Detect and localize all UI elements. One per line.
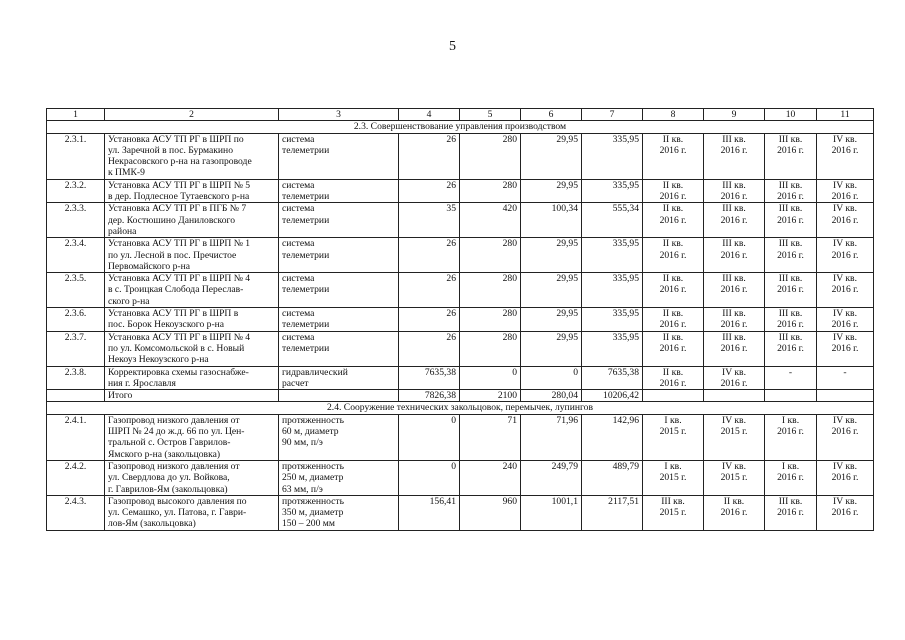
empty-cell bbox=[279, 390, 399, 402]
period-cell: II кв. 2016 г. bbox=[643, 273, 704, 308]
section-title-row bbox=[47, 121, 874, 133]
total-row bbox=[47, 390, 874, 402]
period-cell: III кв. 2016 г. bbox=[704, 203, 765, 238]
column-number: 2 bbox=[105, 109, 279, 121]
period-cell: II кв. 2016 г. bbox=[643, 331, 704, 366]
value-cell: 142,96 bbox=[582, 414, 643, 460]
value-cell: 0 bbox=[460, 366, 521, 390]
period-cell: - bbox=[765, 366, 817, 390]
value-cell: 1001,1 bbox=[521, 495, 582, 530]
value-cell: 420 bbox=[460, 203, 521, 238]
value-cell: 29,95 bbox=[521, 308, 582, 332]
period-cell: IV кв. 2016 г. bbox=[817, 273, 874, 308]
value-cell: 29,95 bbox=[521, 133, 582, 179]
empty-cell bbox=[47, 390, 105, 402]
value-cell: 280 bbox=[460, 273, 521, 308]
value-cell: 280 bbox=[460, 179, 521, 203]
empty-cell bbox=[643, 390, 704, 402]
row-number: 2.3.1. bbox=[47, 133, 105, 179]
row-type: протяженность 250 м, диаметр 63 мм, п/э bbox=[279, 460, 399, 495]
value-cell: 960 bbox=[460, 495, 521, 530]
column-number: 4 bbox=[399, 109, 460, 121]
value-cell: 156,41 bbox=[399, 495, 460, 530]
row-name: Установка АСУ ТП РГ в ШРП № 1 по ул. Лесной в пос. Пречистое Первомайского р-на bbox=[105, 238, 279, 273]
period-cell: II кв. 2016 г. bbox=[643, 133, 704, 179]
row-type: протяженность 60 м, диаметр 90 мм, п/э bbox=[279, 414, 399, 460]
value-cell: 7635,38 bbox=[582, 366, 643, 390]
section-title: 2.4. Сооружение технических закольцовок, перемычек, лупингов bbox=[47, 402, 874, 414]
table-row bbox=[47, 495, 874, 530]
row-name: Корректировка схемы газоснабже- ния г. Ярославля bbox=[105, 366, 279, 390]
column-number: 7 bbox=[582, 109, 643, 121]
period-cell: IV кв. 2016 г. bbox=[817, 133, 874, 179]
period-cell: IV кв. 2016 г. bbox=[817, 203, 874, 238]
table-row bbox=[47, 273, 874, 308]
value-cell: 489,79 bbox=[582, 460, 643, 495]
period-cell: II кв. 2016 г. bbox=[643, 308, 704, 332]
value-cell: 7635,38 bbox=[399, 366, 460, 390]
period-cell: IV кв. 2016 г. bbox=[817, 238, 874, 273]
value-cell: 335,95 bbox=[582, 133, 643, 179]
section-title: 2.3. Совершенствование управления производством bbox=[47, 121, 874, 133]
table-row bbox=[47, 133, 874, 179]
empty-cell bbox=[765, 390, 817, 402]
value-cell: 0 bbox=[399, 414, 460, 460]
value-cell: 555,34 bbox=[582, 203, 643, 238]
total-label: Итого bbox=[105, 390, 279, 402]
value-cell: 29,95 bbox=[521, 273, 582, 308]
period-cell: III кв. 2016 г. bbox=[704, 133, 765, 179]
period-cell: III кв. 2016 г. bbox=[765, 495, 817, 530]
total-value: 280,04 bbox=[521, 390, 582, 402]
total-value: 2100 bbox=[460, 390, 521, 402]
period-cell: III кв. 2016 г. bbox=[704, 331, 765, 366]
row-name: Газопровод низкого давления от ул. Свердлова до ул. Войкова, г. Гаврилов-Ям (закольцовка) bbox=[105, 460, 279, 495]
period-cell: IV кв. 2016 г. bbox=[817, 179, 874, 203]
period-cell: III кв. 2016 г. bbox=[704, 238, 765, 273]
row-number: 2.3.5. bbox=[47, 273, 105, 308]
value-cell: 0 bbox=[399, 460, 460, 495]
row-number: 2.4.2. bbox=[47, 460, 105, 495]
table-row bbox=[47, 331, 874, 366]
row-name: Установка АСУ ТП РГ в ШРП № 4 по ул. Комсомольской в с. Новый Некоуз Некоузского р-на bbox=[105, 331, 279, 366]
value-cell: 280 bbox=[460, 238, 521, 273]
value-cell: 335,95 bbox=[582, 273, 643, 308]
row-type: система телеметрии bbox=[279, 273, 399, 308]
period-cell: III кв. 2016 г. bbox=[765, 308, 817, 332]
empty-cell bbox=[817, 390, 874, 402]
row-number: 2.4.1. bbox=[47, 414, 105, 460]
row-number: 2.3.4. bbox=[47, 238, 105, 273]
row-type: система телеметрии bbox=[279, 308, 399, 332]
table-row bbox=[47, 308, 874, 332]
period-cell: I кв. 2016 г. bbox=[765, 460, 817, 495]
period-cell: III кв. 2016 г. bbox=[765, 331, 817, 366]
period-cell: I кв. 2016 г. bbox=[765, 414, 817, 460]
value-cell: 335,95 bbox=[582, 308, 643, 332]
value-cell: 335,95 bbox=[582, 179, 643, 203]
value-cell: 100,34 bbox=[521, 203, 582, 238]
section-title-row bbox=[47, 402, 874, 414]
row-name: Газопровод высокого давления по ул. Семашко, ул. Патова, г. Гаври- лов-Ям (закольцовка) bbox=[105, 495, 279, 530]
column-number: 9 bbox=[704, 109, 765, 121]
column-number: 5 bbox=[460, 109, 521, 121]
table-row bbox=[47, 366, 874, 390]
period-cell: II кв. 2016 г. bbox=[643, 366, 704, 390]
table-row bbox=[47, 460, 874, 495]
page-number: 5 bbox=[449, 39, 456, 54]
table-row bbox=[47, 414, 874, 460]
period-cell: IV кв. 2016 г. bbox=[817, 460, 874, 495]
column-number: 1 bbox=[47, 109, 105, 121]
value-cell: 29,95 bbox=[521, 179, 582, 203]
period-cell: III кв. 2016 г. bbox=[765, 273, 817, 308]
table-row bbox=[47, 179, 874, 203]
value-cell: 249,79 bbox=[521, 460, 582, 495]
period-cell: III кв. 2016 г. bbox=[704, 179, 765, 203]
value-cell: 280 bbox=[460, 331, 521, 366]
period-cell: - bbox=[817, 366, 874, 390]
value-cell: 71,96 bbox=[521, 414, 582, 460]
row-type: протяженность 350 м, диаметр 150 – 200 мм bbox=[279, 495, 399, 530]
period-cell: III кв. 2016 г. bbox=[765, 238, 817, 273]
row-number: 2.3.2. bbox=[47, 179, 105, 203]
value-cell: 26 bbox=[399, 179, 460, 203]
period-cell: III кв. 2015 г. bbox=[643, 495, 704, 530]
row-type: система телеметрии bbox=[279, 133, 399, 179]
row-number: 2.3.6. bbox=[47, 308, 105, 332]
column-number: 6 bbox=[521, 109, 582, 121]
period-cell: II кв. 2016 г. bbox=[643, 179, 704, 203]
value-cell: 335,95 bbox=[582, 331, 643, 366]
row-name: Газопровод низкого давления от ШРП № 24 до ж.д. 66 по ул. Цен- тральной с. Остров Гаврилов- Ямского р-на (закольцовка) bbox=[105, 414, 279, 460]
row-name: Установка АСУ ТП РГ в ШРП по ул. Заречной в пос. Бурмакино Некрасовского р-на на газопроводе к ПМК-9 bbox=[105, 133, 279, 179]
period-cell: III кв. 2016 г. bbox=[704, 273, 765, 308]
period-cell: III кв. 2016 г. bbox=[765, 179, 817, 203]
value-cell: 2117,51 bbox=[582, 495, 643, 530]
period-cell: IV кв. 2016 г. bbox=[817, 414, 874, 460]
period-cell: IV кв. 2016 г. bbox=[817, 308, 874, 332]
period-cell: III кв. 2016 г. bbox=[765, 133, 817, 179]
period-cell: IV кв. 2016 г. bbox=[817, 495, 874, 530]
period-cell: III кв. 2016 г. bbox=[765, 203, 817, 238]
period-cell: I кв. 2015 г. bbox=[643, 460, 704, 495]
column-number: 11 bbox=[817, 109, 874, 121]
row-type: гидравлический расчет bbox=[279, 366, 399, 390]
empty-cell bbox=[704, 390, 765, 402]
row-number: 2.3.3. bbox=[47, 203, 105, 238]
value-cell: 35 bbox=[399, 203, 460, 238]
value-cell: 26 bbox=[399, 273, 460, 308]
total-value: 10206,42 bbox=[582, 390, 643, 402]
row-name: Установка АСУ ТП РГ в ШРП № 5 в дер. Подлесное Тутаевского р-на bbox=[105, 179, 279, 203]
row-number: 2.3.7. bbox=[47, 331, 105, 366]
table-row bbox=[47, 238, 874, 273]
value-cell: 0 bbox=[521, 366, 582, 390]
period-cell: IV кв. 2016 г. bbox=[817, 331, 874, 366]
value-cell: 29,95 bbox=[521, 238, 582, 273]
row-name: Установка АСУ ТП РГ в ШРП № 4 в с. Троицкая Слобода Переслав- ского р-на bbox=[105, 273, 279, 308]
value-cell: 26 bbox=[399, 308, 460, 332]
value-cell: 26 bbox=[399, 133, 460, 179]
value-cell: 335,95 bbox=[582, 238, 643, 273]
value-cell: 280 bbox=[460, 308, 521, 332]
column-number: 10 bbox=[765, 109, 817, 121]
total-value: 7826,38 bbox=[399, 390, 460, 402]
row-name: Установка АСУ ТП РГ в ШРП в пос. Борок Некоузского р-на bbox=[105, 308, 279, 332]
column-number-row bbox=[47, 109, 874, 121]
period-cell: II кв. 2016 г. bbox=[643, 203, 704, 238]
row-type: система телеметрии bbox=[279, 238, 399, 273]
period-cell: IV кв. 2016 г. bbox=[704, 366, 765, 390]
value-cell: 280 bbox=[460, 133, 521, 179]
row-type: система телеметрии bbox=[279, 179, 399, 203]
value-cell: 71 bbox=[460, 414, 521, 460]
investment-program-table bbox=[46, 108, 874, 531]
period-cell: II кв. 2016 г. bbox=[704, 495, 765, 530]
table-row bbox=[47, 203, 874, 238]
row-name: Установка АСУ ТП РГ в ПГБ № 7 дер. Костюшино Даниловского района bbox=[105, 203, 279, 238]
period-cell: IV кв. 2015 г. bbox=[704, 460, 765, 495]
value-cell: 29,95 bbox=[521, 331, 582, 366]
period-cell: III кв. 2016 г. bbox=[704, 308, 765, 332]
value-cell: 240 bbox=[460, 460, 521, 495]
column-number: 8 bbox=[643, 109, 704, 121]
column-number: 3 bbox=[279, 109, 399, 121]
value-cell: 26 bbox=[399, 331, 460, 366]
row-number: 2.3.8. bbox=[47, 366, 105, 390]
period-cell: I кв. 2015 г. bbox=[643, 414, 704, 460]
period-cell: IV кв. 2015 г. bbox=[704, 414, 765, 460]
row-number: 2.4.3. bbox=[47, 495, 105, 530]
row-type: система телеметрии bbox=[279, 331, 399, 366]
period-cell: II кв. 2016 г. bbox=[643, 238, 704, 273]
row-type: система телеметрии bbox=[279, 203, 399, 238]
value-cell: 26 bbox=[399, 238, 460, 273]
